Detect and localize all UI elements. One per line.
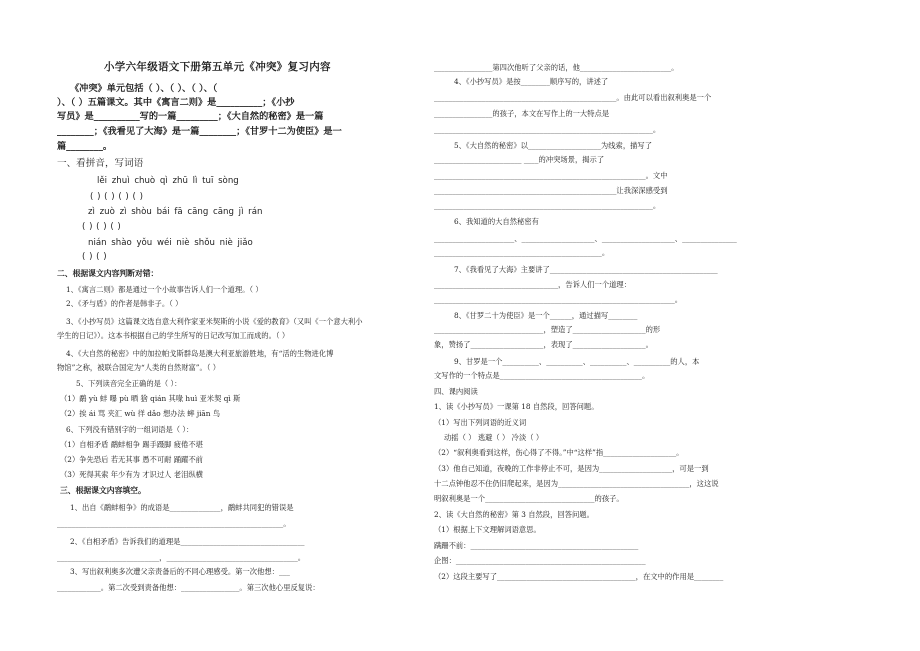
section1-heading: 一、看拼音，写词语: [57, 158, 144, 169]
right-line-9: __________________________________________________让我深深感受到: [434, 186, 668, 195]
right-line-21: 文写作的一个特点是_______________________________________。: [434, 371, 650, 380]
right-line-25: 动摇（ ） 逃避（ ） 冷淡（ ）: [444, 433, 544, 442]
judge-line-8: （1）鹬 yù 蚌 曝 pù 晒 猞 qián 其喙 huì 亚米契 qì 斯: [60, 394, 241, 403]
right-line-1: ________________第四次他听了父亲的话，他_________________________。: [434, 63, 679, 72]
judge-line-6: 物馆”之称，被联合国定为“人类的自然财富”。（ ）: [57, 363, 221, 372]
fill-line-5: 3、写出叙利奥多次遭父亲责备后的不同心理感受。第一次他想：___: [70, 567, 290, 576]
right-line-4: ________________的孩子，本文在写作上的一大特点是: [434, 109, 610, 118]
right-line-13: ______________________________________________。: [434, 248, 610, 257]
answer-row-2: ( ) ( ) ( ): [82, 222, 122, 232]
right-line-26: （2）“叙利奥看到这样，伤心得了不得。”中“这样”指____________________。: [434, 448, 684, 457]
intro-line-3: 写员》是__________写的一篇_________；《大自然的秘密》是一篇: [57, 111, 324, 122]
right-line-10: ____________________________________________________________。: [434, 201, 661, 210]
right-line-12: ______________________、____________________、____________________、_______________: [434, 234, 737, 243]
right-line-34: （2）这段主要写了______________________________________，在文中的作用是________: [434, 572, 724, 581]
fill-line-1: 1、出自《鹬蚌相争》的成语是______________，鹬蚌共同犯的错误是: [70, 503, 294, 512]
judge-line-7: 5、下列读音完全正确的是（ ）：: [76, 379, 182, 388]
fill-line-3: 2、《自相矛盾》告诉我们的道理是__________________________________: [70, 537, 305, 546]
judge-line-12: （2）争先恐后 若无其事 愚不可耐 踊躍不前: [60, 455, 203, 464]
section2-heading: 二、根据课文内容判断对错：: [57, 269, 159, 278]
right-line-31: （1）根据上下文理解词语意思。: [434, 525, 541, 534]
right-line-29: 明叙利奥是一个______________________________的孩子。: [434, 494, 624, 503]
judge-line-9: （2）挨 ái 骂 夹汇 wù 徉 dǎo 想办法 蟀 jiān 鸟: [60, 409, 221, 418]
right-line-3: __________________________________________________。由此可以看出叙利奥是一个: [434, 93, 712, 102]
right-line-30: 2、读《大自然的秘密》第 3 自然段，回答问题。: [434, 510, 594, 519]
right-line-7: ________________________ ____的冲突场景，揭示了: [434, 155, 605, 164]
right-line-17: 8、《甘罗二十为使臣》是一个______，通过描写________: [454, 311, 638, 320]
judge-line-4: 学生的日记》）。这本书根据自己的学生所写的日记改写加工而成的。（ ）: [57, 331, 290, 340]
judge-line-1: 1、《寓言二则》都是通过一个小故事告诉人们一个道理。（ ）: [66, 285, 263, 294]
fill-line-2: ______________________________________________________________。: [57, 519, 291, 528]
right-line-16: __________________________________________________________________。: [434, 295, 683, 304]
pinyin-row-2: zì zuò zì shòu bái fā cāng cāng jì rán: [88, 207, 263, 217]
right-line-11: 6、我知道的大自然秘密有: [454, 217, 539, 226]
pinyin-row-1: lěi zhuì chuò qì zhū lì tuī sòng: [97, 176, 239, 186]
right-line-19: 象，赞扬了____________________，表现了____________________。: [434, 340, 653, 349]
right-line-15: __________________________________，告诉人们一个道理：: [434, 280, 632, 289]
intro-line-5: 篇________。: [57, 141, 113, 152]
fill-line-6: ____________。第二次受到责备他想：________________。第三次他心里反复说：: [57, 583, 320, 592]
pinyin-row-3: nián shào yǒu wéi niè shǒu niè jiǎo: [88, 238, 253, 248]
right-line-23: 1、读《小抄写员》一课第 18 自然段，回答问题。: [434, 402, 599, 411]
right-line-18: ______________________________，塑造了____________________的形: [434, 325, 661, 334]
right-line-6: 5、《大自然的秘密》以____________________为线索，描写了: [454, 141, 653, 150]
intro-line-2: ）、（ ）五篇课文。其中《寓言二则》是__________；《小抄: [57, 97, 295, 108]
intro-line-1: 《冲突》单元包括（ ）、（ ）、（ ）、（: [70, 83, 218, 94]
section3-heading: 三、根据课文内容填空。: [60, 486, 146, 495]
judge-line-2: 2、《矛与盾》的作者是韩非子。（ ）: [66, 299, 183, 308]
judge-line-11: （1）自相矛盾 鹬蚌相争 踢手蹑脚 疲倦不堪: [60, 440, 203, 449]
right-line-27: （3）他自己知道，夜晚的工作非停止不可，是因为____________________，可是一到: [434, 464, 709, 473]
right-line-2: 4、《小抄写员》是按________顺序写的，讲述了: [454, 77, 609, 86]
right-line-5: ____________________________________________________________。: [434, 125, 661, 134]
right-line-20: 9、甘罗是一个__________、__________、__________、__________的人，本: [454, 357, 700, 366]
fill-line-4: ____________________________，____________________________________。: [57, 553, 306, 562]
page-title: 小学六年级语文下册第五单元《冲突》复习内容: [104, 61, 331, 73]
right-line-32: 蹒跚不前：______________________________________________: [434, 541, 639, 550]
answer-row-1: ( ) ( ) ( ) ( ): [90, 192, 144, 202]
right-line-8: __________________________________________________________。文中: [434, 171, 668, 180]
answer-row-3: ( ) ( ): [82, 252, 108, 262]
judge-line-13: （3）死得其索 年少有为 才识过人 老泪纵横: [60, 470, 203, 479]
right-line-24: （1）写出下列词语的近义词: [434, 418, 527, 427]
intro-line-4: ________；《我看见了大海》是一篇________；《甘罗十二为使臣》是一: [57, 126, 342, 137]
judge-line-5: 4、《大自然的秘密》中的加拉帕戈斯群岛是澳大利亚旅游胜地，有“活的生物进化博: [66, 349, 334, 358]
right-line-33: 企图：____________________________________________________: [434, 556, 646, 565]
right-line-14: 7、《我看见了大海》主要讲了______________________________________________: [454, 265, 718, 274]
judge-line-10: 6、下列没有错别字的一组词语是（ ）：: [66, 425, 194, 434]
judge-line-3: 3、《小抄写员》这篇课文选自意大利作家亚米契斯的小说《爱的教育》（又叫《一个意大利小: [66, 317, 363, 326]
reading-heading: 四、课内阅读: [434, 387, 478, 396]
right-line-28: 十二点钟他忍不住仍旧爬起来，是因为____________________________________，这这说: [434, 479, 719, 488]
